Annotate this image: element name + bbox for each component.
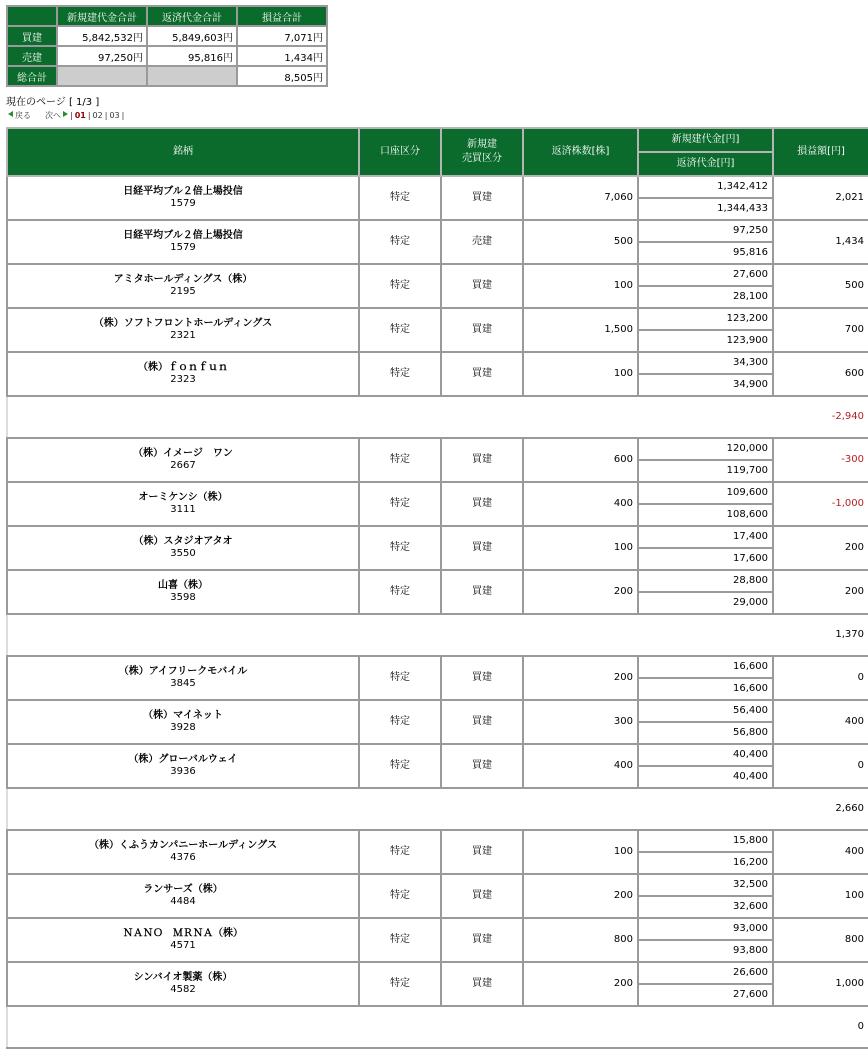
stock-name: ＮＡＮＯ ＭＲＮＡ（株） (123, 928, 243, 939)
table-row (7, 962, 868, 984)
summary-row-total (7, 66, 327, 86)
prev-link[interactable]: 戻る (15, 111, 31, 120)
close-amount: 40,400 (638, 766, 773, 788)
close-amount: 93,800 (638, 940, 773, 962)
trade-type: 買建 (441, 830, 523, 874)
close-qty: 7,060 (523, 176, 638, 220)
stock-code: 3550 (170, 548, 196, 559)
stock-cell (7, 656, 359, 700)
stock-code: 3111 (170, 504, 196, 515)
summary-open-value: 5,842,532円 (57, 26, 147, 46)
page-link[interactable]: 03 (109, 111, 120, 120)
open-amount: 34,300 (638, 352, 773, 374)
account-type: 特定 (359, 308, 441, 352)
subtotal-row (7, 614, 868, 656)
header-trade-type-line1: 新規建 (467, 139, 497, 150)
trade-type: 買建 (441, 918, 523, 962)
close-amount: 1,344,433 (638, 198, 773, 220)
triangle-left-icon (8, 111, 13, 117)
profit-loss: 500 (773, 264, 868, 308)
table-row (7, 438, 868, 460)
account-type: 特定 (359, 570, 441, 614)
positions-table (6, 127, 868, 1049)
table-row (7, 656, 868, 678)
summary-close-value: 5,849,603円 (147, 26, 237, 46)
header-open-amount: 新規建代金[円] (638, 128, 773, 152)
open-amount: 93,000 (638, 918, 773, 940)
account-type: 特定 (359, 352, 441, 396)
close-amount: 29,000 (638, 592, 773, 614)
next-link[interactable]: 次へ (45, 111, 61, 120)
profit-loss: 1,000 (773, 962, 868, 1006)
header-trade-type (441, 128, 523, 176)
stock-name: （株）スタジオアタオ (133, 536, 233, 547)
stock-code: 2321 (170, 330, 196, 341)
close-qty: 200 (523, 874, 638, 918)
stock-cell (7, 482, 359, 526)
account-type: 特定 (359, 526, 441, 570)
stock-name: （株）くふうカンパニーホールディングス (89, 840, 277, 851)
subtotal-blank (7, 788, 773, 830)
subtotal-blank (7, 1006, 773, 1048)
subtotal-value: -2,940 (773, 396, 868, 438)
account-type: 特定 (359, 874, 441, 918)
close-amount: 17,600 (638, 548, 773, 570)
trade-type: 買建 (441, 700, 523, 744)
subtotal-blank (7, 396, 773, 438)
header-trade-type-line2: 売買区分 (462, 153, 502, 164)
close-qty: 500 (523, 220, 638, 264)
profit-loss: -300 (773, 438, 868, 482)
open-amount: 32,500 (638, 874, 773, 896)
summary-total-label: 総合計 (7, 66, 57, 86)
triangle-right-icon (63, 111, 68, 117)
page-indicator: 現在のページ [ 1/3 ] (6, 97, 100, 108)
summary-header-row (7, 6, 327, 26)
trade-type: 買建 (441, 526, 523, 570)
stock-cell (7, 570, 359, 614)
trade-type: 買建 (441, 438, 523, 482)
table-header-row (7, 128, 868, 152)
table-row (7, 744, 868, 766)
close-qty: 100 (523, 526, 638, 570)
account-type: 特定 (359, 744, 441, 788)
profit-loss: 600 (773, 352, 868, 396)
stock-name: オーミケンシ（株） (138, 492, 228, 503)
close-qty: 200 (523, 570, 638, 614)
open-amount: 15,800 (638, 830, 773, 852)
table-body (7, 176, 868, 1048)
account-type: 特定 (359, 656, 441, 700)
table-row (7, 700, 868, 722)
close-amount: 16,600 (638, 678, 773, 700)
account-type: 特定 (359, 438, 441, 482)
close-amount: 34,900 (638, 374, 773, 396)
stock-name: 山喜（株） (158, 580, 208, 591)
close-qty: 100 (523, 830, 638, 874)
profit-loss: 0 (773, 656, 868, 700)
table-row (7, 482, 868, 504)
profit-loss: 400 (773, 830, 868, 874)
profit-loss: 800 (773, 918, 868, 962)
open-amount: 17,400 (638, 526, 773, 548)
subtotal-row (7, 396, 868, 438)
summary-header-pl: 損益合計 (237, 6, 327, 26)
stock-code: 1579 (170, 242, 196, 253)
open-amount: 97,250 (638, 220, 773, 242)
stock-code: 1579 (170, 198, 196, 209)
stock-cell (7, 744, 359, 788)
account-type: 特定 (359, 220, 441, 264)
account-type: 特定 (359, 962, 441, 1006)
close-amount: 119,700 (638, 460, 773, 482)
stock-name: （株）マイネット (143, 710, 223, 721)
header-account: 口座区分 (359, 128, 441, 176)
close-qty: 400 (523, 744, 638, 788)
subtotal-blank (7, 614, 773, 656)
stock-code: 4571 (170, 940, 196, 951)
summary-header-blank (7, 6, 57, 26)
profit-loss: 400 (773, 700, 868, 744)
subtotal-value: 2,660 (773, 788, 868, 830)
open-amount: 109,600 (638, 482, 773, 504)
trade-type: 買建 (441, 874, 523, 918)
profit-loss: 200 (773, 526, 868, 570)
close-amount: 32,600 (638, 896, 773, 918)
profit-loss: 700 (773, 308, 868, 352)
close-amount: 27,600 (638, 984, 773, 1006)
summary-open-value: 97,250円 (57, 46, 147, 66)
table-row (7, 830, 868, 852)
trade-type: 買建 (441, 308, 523, 352)
stock-code: 3598 (170, 592, 196, 603)
stock-code: 2323 (170, 374, 196, 385)
trade-type: 買建 (441, 482, 523, 526)
summary-row-label: 売建 (7, 46, 57, 66)
profit-loss: 1,434 (773, 220, 868, 264)
open-amount: 27,600 (638, 264, 773, 286)
trade-type: 買建 (441, 962, 523, 1006)
header-close-amount: 返済代金[円] (638, 152, 773, 176)
page-link[interactable]: 02 (92, 111, 103, 120)
trade-type: 買建 (441, 264, 523, 308)
stock-name: （株）ソフトフロントホールディングス (93, 318, 273, 329)
profit-loss: 100 (773, 874, 868, 918)
profit-loss: 2,021 (773, 176, 868, 220)
stock-name: シンバイオ製薬（株） (133, 972, 233, 983)
stock-name: （株）グローバルウェイ (128, 754, 238, 765)
open-amount: 26,600 (638, 962, 773, 984)
profit-loss: -1,000 (773, 482, 868, 526)
stock-cell (7, 918, 359, 962)
trade-type: 売建 (441, 220, 523, 264)
summary-header-open: 新規建代金合計 (57, 6, 147, 26)
close-qty: 100 (523, 264, 638, 308)
stock-code: 4484 (170, 896, 196, 907)
summary-header-close: 返済代金合計 (147, 6, 237, 26)
open-amount: 56,400 (638, 700, 773, 722)
trade-type: 買建 (441, 570, 523, 614)
stock-code: 3936 (170, 766, 196, 777)
close-qty: 400 (523, 482, 638, 526)
close-amount: 95,816 (638, 242, 773, 264)
trade-type: 買建 (441, 176, 523, 220)
pager-separator: | (104, 111, 108, 120)
trade-type: 買建 (441, 744, 523, 788)
stock-cell (7, 830, 359, 874)
stock-name: （株）イメージ ワン (133, 448, 233, 459)
stock-cell (7, 220, 359, 264)
table-row (7, 220, 868, 242)
trade-type: 買建 (441, 352, 523, 396)
summary-pl-value: 1,434円 (237, 46, 327, 66)
stock-cell (7, 962, 359, 1006)
pager-separator: | (87, 111, 91, 120)
summary-table (6, 5, 328, 87)
open-amount: 40,400 (638, 744, 773, 766)
trade-type: 買建 (441, 656, 523, 700)
summary-total-value: 8,505円 (237, 66, 327, 86)
stock-cell (7, 700, 359, 744)
table-row (7, 874, 868, 896)
summary-row-buy (7, 26, 327, 46)
stock-cell (7, 526, 359, 570)
stock-cell (7, 874, 359, 918)
subtotal-row (7, 788, 868, 830)
header-name: 銘柄 (7, 128, 359, 176)
subtotal-value: 1,370 (773, 614, 868, 656)
pagination (8, 110, 126, 121)
profit-loss: 200 (773, 570, 868, 614)
close-amount: 108,600 (638, 504, 773, 526)
close-qty: 100 (523, 352, 638, 396)
summary-pl-value: 7,071円 (237, 26, 327, 46)
close-qty: 200 (523, 962, 638, 1006)
stock-code: 3928 (170, 722, 196, 733)
subtotal-row (7, 1006, 868, 1048)
close-qty: 600 (523, 438, 638, 482)
stock-code: 3845 (170, 678, 196, 689)
table-row (7, 176, 868, 198)
pager-separator: | (70, 111, 73, 120)
summary-row-sell (7, 46, 327, 66)
stock-cell (7, 264, 359, 308)
table-row (7, 526, 868, 548)
table-row (7, 308, 868, 330)
close-qty: 1,500 (523, 308, 638, 352)
close-amount: 28,100 (638, 286, 773, 308)
stock-code: 4376 (170, 852, 196, 863)
close-qty: 200 (523, 656, 638, 700)
account-type: 特定 (359, 830, 441, 874)
close-amount: 56,800 (638, 722, 773, 744)
stock-name: ランサーズ（株） (143, 884, 223, 895)
stock-name: （株）アイフリークモバイル (118, 666, 248, 677)
table-row (7, 570, 868, 592)
close-amount: 16,200 (638, 852, 773, 874)
table-row (7, 264, 868, 286)
open-amount: 28,800 (638, 570, 773, 592)
stock-cell (7, 352, 359, 396)
account-type: 特定 (359, 176, 441, 220)
account-type: 特定 (359, 482, 441, 526)
stock-code: 4582 (170, 984, 196, 995)
stock-name: 日経平均ブル２倍上場投信 (123, 186, 243, 197)
account-type: 特定 (359, 264, 441, 308)
table-row (7, 352, 868, 374)
close-qty: 300 (523, 700, 638, 744)
account-type: 特定 (359, 700, 441, 744)
stock-code: 2195 (170, 286, 196, 297)
page-link-current: 01 (74, 111, 86, 120)
open-amount: 123,200 (638, 308, 773, 330)
close-amount: 123,900 (638, 330, 773, 352)
summary-row-label: 買建 (7, 26, 57, 46)
summary-empty-cell (147, 66, 237, 86)
stock-cell (7, 438, 359, 482)
summary-empty-cell (57, 66, 147, 86)
open-amount: 1,342,412 (638, 176, 773, 198)
summary-close-value: 95,816円 (147, 46, 237, 66)
stock-name: （株）ｆｏｎｆｕｎ (138, 362, 228, 373)
account-type: 特定 (359, 918, 441, 962)
stock-name: 日経平均ブル２倍上場投信 (123, 230, 243, 241)
header-qty: 返済株数[株] (523, 128, 638, 176)
pager-separator: | (121, 111, 125, 120)
header-pl: 損益額[円] (773, 128, 868, 176)
profit-loss: 0 (773, 744, 868, 788)
open-amount: 120,000 (638, 438, 773, 460)
close-qty: 800 (523, 918, 638, 962)
table-row (7, 918, 868, 940)
open-amount: 16,600 (638, 656, 773, 678)
subtotal-value: 0 (773, 1006, 868, 1048)
stock-code: 2667 (170, 460, 196, 471)
stock-cell (7, 176, 359, 220)
stock-name: アミタホールディングス（株） (113, 274, 253, 285)
stock-cell (7, 308, 359, 352)
